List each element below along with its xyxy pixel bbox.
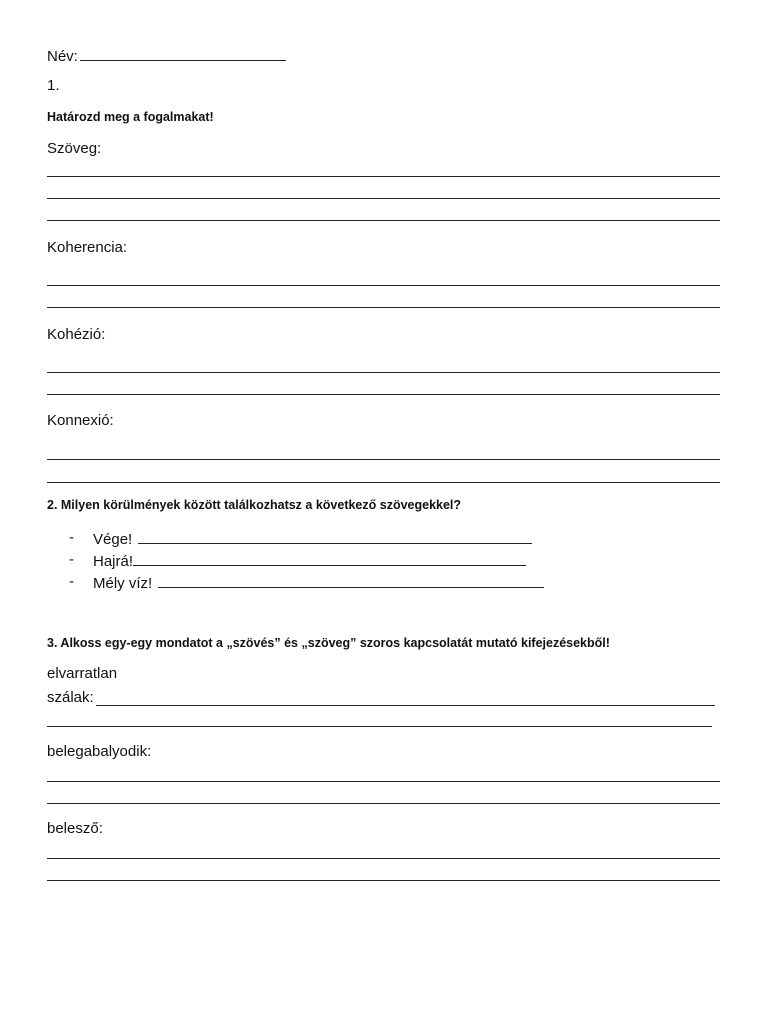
answer-line[interactable] xyxy=(47,307,720,308)
list-item-text: Vége! xyxy=(93,531,133,548)
answer-blank[interactable] xyxy=(133,551,526,566)
answer-line[interactable] xyxy=(96,705,715,706)
answer-line[interactable] xyxy=(47,858,720,859)
answer-line[interactable] xyxy=(47,482,720,483)
term-label-kohezio: Kohézió: xyxy=(47,326,106,343)
expression-label-line1: elvarratlan xyxy=(47,665,118,682)
bullet-dash: - xyxy=(69,551,74,568)
list-item-mely-viz xyxy=(93,573,544,592)
answer-line[interactable] xyxy=(47,220,720,221)
expression-label-beleszo: belesző: xyxy=(47,820,103,837)
list-item-text: Mély víz! xyxy=(93,575,153,592)
term-label-konnexio: Konnexió: xyxy=(47,412,114,429)
list-item-vege xyxy=(93,529,532,548)
expression-label-szalak: szálak: xyxy=(47,689,94,706)
section-2-instruction: 2. Milyen körülmények között találkozhatsz a következő szövegekkel? xyxy=(47,498,462,512)
answer-line[interactable] xyxy=(47,726,712,727)
answer-blank[interactable] xyxy=(138,529,532,544)
answer-line[interactable] xyxy=(47,880,720,881)
answer-line[interactable] xyxy=(47,459,720,460)
answer-line[interactable] xyxy=(47,285,720,286)
list-item-text: Hajrá! xyxy=(93,553,134,570)
name-field[interactable] xyxy=(47,46,286,65)
answer-line[interactable] xyxy=(47,372,720,373)
name-blank[interactable] xyxy=(80,46,286,61)
name-label: Név: xyxy=(47,48,78,65)
term-label-koherencia: Koherencia: xyxy=(47,239,128,256)
answer-line[interactable] xyxy=(47,394,720,395)
section-1-number: 1. xyxy=(47,77,60,94)
expression-label-belegabalyodik: belegabalyodik: xyxy=(47,743,152,760)
answer-blank[interactable] xyxy=(158,573,544,588)
answer-line[interactable] xyxy=(47,176,720,177)
bullet-dash: - xyxy=(69,573,74,590)
section-1-instruction: Határozd meg a fogalmakat! xyxy=(47,110,214,124)
term-label-szoveg: Szöveg: xyxy=(47,140,102,157)
list-item-hajra xyxy=(93,551,526,570)
section-3-instruction: 3. Alkoss egy-egy mondatot a „szövés” és „szöveg” szoros kapcsolatát mutató kifejezésekből! xyxy=(47,636,610,650)
bullet-dash: - xyxy=(69,529,74,546)
answer-line[interactable] xyxy=(47,803,720,804)
answer-line[interactable] xyxy=(47,781,720,782)
answer-line[interactable] xyxy=(47,198,720,199)
